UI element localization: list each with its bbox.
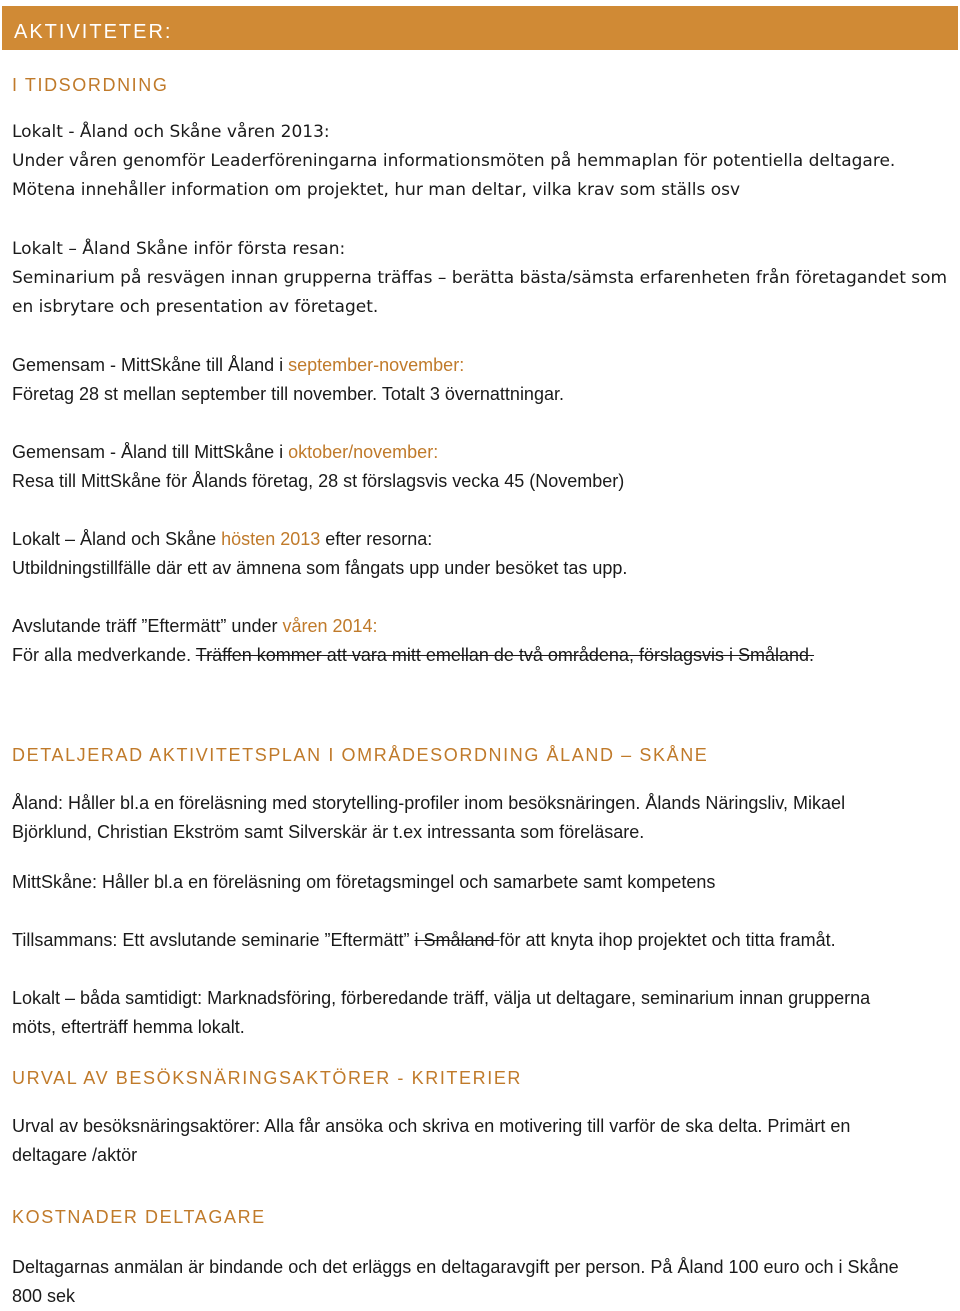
paragraph-line: 800 sek: [12, 1286, 76, 1306]
paragraph-mittskane-plan: [12, 868, 948, 897]
paragraph-text: Lokalt – Åland och Skåne: [12, 529, 222, 549]
paragraph-line: Seminarium på resvägen innan grupperna träffas – berätta bästa/sämsta erfarenheten från företagandet som: [12, 268, 948, 288]
heading-urval: URVAL AV BESÖKSNÄRINGSAKTÖRER - KRITERIER: [12, 1068, 523, 1088]
paragraph-text: för att knyta ihop projektet och titta framåt.: [499, 930, 836, 950]
paragraph-line: Urval av besöksnäringsaktörer: Alla får ansöka och skriva en motivering till varför de ska delta. Primärt en: [12, 1116, 851, 1136]
section-banner: [2, 6, 958, 50]
paragraph-line: Lokalt – båda samtidigt: Marknadsföring, förberedande träff, välja ut deltagare, seminarium innan grupperna: [12, 988, 871, 1008]
paragraph-text: För alla medverkande.: [12, 645, 196, 665]
paragraph-text: Gemensam - MittSkåne till Åland i: [12, 355, 289, 375]
heading-tidsordning: I TIDSORDNING: [12, 75, 169, 95]
paragraph-line: Lokalt – Åland Skåne inför första resan:: [12, 239, 346, 259]
paragraph-line: Björklund, Christian Ekström samt Silverskär är t.ex intressanta som föreläsare.: [12, 822, 645, 842]
paragraph-lokalt-plan: [12, 984, 948, 1042]
paragraph-line: MittSkåne: Håller bl.a en föreläsning om företagsmingel och samarbete samt kompetens: [12, 872, 716, 892]
paragraph-tillsammans-plan: [12, 926, 948, 955]
paragraph-text: Tillsammans: Ett avslutande seminarie ”Eftermätt”: [12, 930, 415, 950]
paragraph-lokalt-varen: [12, 118, 948, 205]
struck-text: Träffen kommer att vara mitt emellan de två områdena, förslagsvis i Småland.: [195, 645, 815, 665]
paragraph-urval: [12, 1112, 948, 1170]
heading-detaljerad-plan: DETALJERAD AKTIVITETSPLAN I OMRÅDESORDNING ÅLAND – SKÅNE: [12, 745, 709, 765]
paragraph-efter-resorna: [12, 525, 948, 583]
paragraph-aland-till-mittskane: [12, 438, 948, 496]
paragraph-line: Resa till MittSkåne för Ålands företag, 28 st förslagsvis vecka 45 (November): [12, 471, 625, 491]
paragraph-avslutande-traff: [12, 612, 948, 670]
paragraph-text: Avslutande träff ”Eftermätt” under: [12, 616, 283, 636]
paragraph-text: efter resorna:: [320, 529, 433, 549]
date-highlight: oktober/november:: [288, 442, 439, 462]
paragraph-line: en isbrytare och presentation av företaget.: [12, 297, 379, 317]
paragraph-line: deltagare /aktör: [12, 1145, 138, 1165]
paragraph-line: Utbildningstillfälle där ett av ämnena som fångats upp under besöket tas upp.: [12, 558, 628, 578]
paragraph-line: Företag 28 st mellan september till november. Totalt 3 övernattningar.: [12, 384, 564, 404]
paragraph-line: Åland: Håller bl.a en föreläsning med storytelling-profiler inom besöksnäringen. Ålands Näringsliv, Mikael: [12, 793, 846, 813]
paragraph-line: Under våren genomför Leaderföreningarna informationsmöten på hemmaplan för potentiella deltagare.: [12, 151, 896, 171]
paragraph-mittskane-till-aland: [12, 351, 948, 409]
paragraph-line: möts, efterträff hemma lokalt.: [12, 1017, 245, 1037]
paragraph-line: Mötena innehåller information om projektet, hur man deltar, vilka krav som ställs osv: [12, 180, 741, 200]
date-highlight: våren 2014:: [282, 616, 378, 636]
paragraph-text: Gemensam - Åland till MittSkåne i: [12, 442, 289, 462]
date-highlight: hösten 2013: [221, 529, 321, 549]
paragraph-infor-resan: [12, 235, 948, 322]
paragraph-line: Lokalt - Åland och Skåne våren 2013:: [12, 122, 330, 142]
heading-kostnader: KOSTNADER DELTAGARE: [12, 1207, 266, 1227]
banner-title: AKTIVITETER:: [14, 21, 173, 43]
paragraph-line: Deltagarnas anmälan är bindande och det erläggs en deltagaravgift per person. På Åland 100 euro och i Skåne: [12, 1257, 899, 1277]
struck-text: i Småland: [414, 930, 500, 950]
paragraph-kostnader: [12, 1253, 948, 1311]
date-highlight: september-november:: [288, 355, 465, 375]
paragraph-aland-plan: [12, 789, 948, 847]
